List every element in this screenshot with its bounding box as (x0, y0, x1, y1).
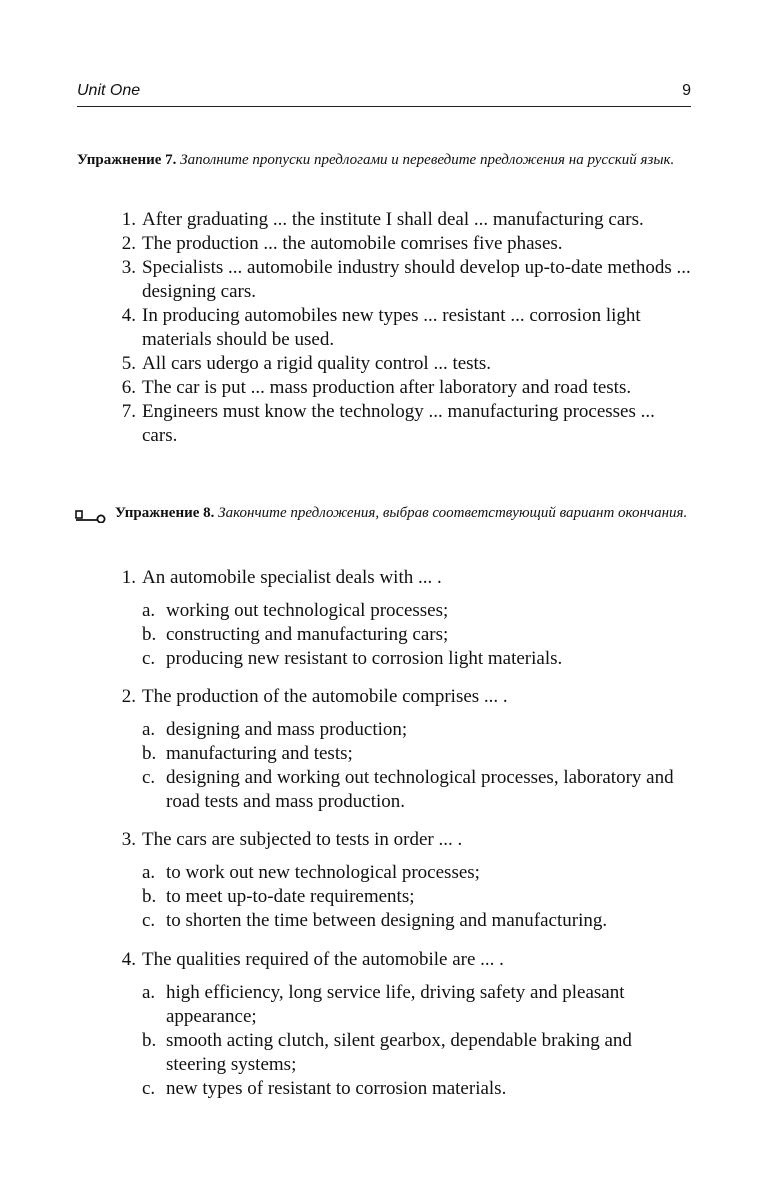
options-list (142, 718, 691, 814)
question-number: 2. (121, 686, 136, 707)
question-text: An automobile specialist deals with ... . (142, 567, 442, 588)
option-letter: c. (142, 767, 156, 788)
option (142, 766, 691, 814)
exercise-8-heading (77, 502, 691, 525)
option-text: producing new resistant to corrosion light materials. (166, 648, 563, 669)
option (142, 623, 691, 647)
option-text: designing and mass production; (166, 719, 408, 740)
item-number: 4. (121, 305, 136, 326)
running-title: Unit One (77, 82, 141, 99)
option (142, 861, 691, 885)
list-item (108, 256, 691, 304)
item-text: In producing automobiles new types ... resistant ... corrosion light materials should be used. (142, 305, 641, 350)
question-number: 4. (121, 949, 136, 970)
option-text: to shorten the time between designing and manufacturing. (166, 910, 608, 931)
list-item (108, 232, 691, 256)
question-3 (108, 828, 691, 933)
page-number: 9 (682, 82, 691, 99)
question-stem (108, 685, 691, 709)
option-letter: a. (142, 982, 156, 1003)
option (142, 909, 691, 933)
question-number: 3. (121, 829, 136, 850)
option (142, 742, 691, 766)
option (142, 981, 691, 1029)
option-text: to meet up-to-date requirements; (166, 886, 415, 907)
question-stem (108, 566, 691, 590)
option (142, 885, 691, 909)
question-1 (108, 566, 691, 671)
exercise-7-heading (77, 149, 691, 172)
list-item (108, 376, 691, 400)
option-letter: c. (142, 648, 156, 669)
question-text: The production of the automobile comprises ... . (142, 686, 508, 707)
list-item (108, 352, 691, 376)
option-letter: b. (142, 886, 157, 907)
question-number: 1. (121, 567, 136, 588)
item-number: 6. (121, 377, 136, 398)
option-letter: b. (142, 743, 157, 764)
option-letter: a. (142, 719, 156, 740)
option-letter: c. (142, 1078, 156, 1099)
list-item (108, 304, 691, 352)
question-2 (108, 685, 691, 814)
item-number: 5. (121, 353, 136, 374)
exercise-8-label: Упражнение 8. (115, 505, 215, 521)
option-letter: c. (142, 910, 156, 931)
option-text: smooth acting clutch, silent gearbox, dependable braking and steering systems; (166, 1030, 632, 1075)
option-text: working out technological processes; (166, 600, 449, 621)
exercise-7-label: Упражнение 7. (77, 152, 177, 168)
item-number: 3. (121, 257, 136, 278)
exercise-7-instruction: Заполните пропуски предлогами и переведите предложения на русский язык. (180, 152, 675, 168)
item-text: After graduating ... the institute I shall deal ... manufacturing cars. (142, 209, 644, 230)
question-stem (108, 948, 691, 972)
exercise-7-list (108, 208, 691, 448)
item-text: The production ... the automobile comrises five phases. (142, 233, 563, 254)
option-text: constructing and manufacturing cars; (166, 624, 449, 645)
item-text: Engineers must know the technology ... manufacturing processes ... cars. (142, 401, 655, 446)
option-text: designing and working out technological processes, laboratory and road tests and mass production. (166, 767, 674, 812)
option (142, 647, 691, 671)
option (142, 599, 691, 623)
option-letter: b. (142, 1030, 157, 1051)
item-text: The car is put ... mass production after laboratory and road tests. (142, 377, 632, 398)
question-stem (108, 828, 691, 852)
question-4 (108, 948, 691, 1101)
option (142, 1029, 691, 1077)
list-item (108, 400, 691, 448)
options-list (142, 861, 691, 933)
item-text: All cars udergo a rigid quality control ... tests. (142, 353, 491, 374)
item-number: 2. (121, 233, 136, 254)
item-text: Specialists ... automobile industry should develop up-to-date methods ... designing cars. (142, 257, 691, 302)
option-text: to work out new technological processes; (166, 862, 480, 883)
option (142, 718, 691, 742)
item-number: 1. (121, 209, 136, 230)
exercise-8-instruction: Закончите предложения, выбрав соответствующий вариант окончания. (218, 505, 688, 521)
question-text: The cars are subjected to tests in order ... . (142, 829, 463, 850)
options-list (142, 981, 691, 1101)
option-letter: a. (142, 862, 156, 883)
question-text: The qualities required of the automobile are ... . (142, 949, 504, 970)
running-head (77, 80, 691, 107)
option-text: manufacturing and tests; (166, 743, 353, 764)
list-item (108, 208, 691, 232)
option (142, 1077, 691, 1101)
options-list (142, 599, 691, 671)
option-letter: a. (142, 600, 156, 621)
option-text: new types of resistant to corrosion materials. (166, 1078, 507, 1099)
option-text: high efficiency, long service life, driving safety and pleasant appearance; (166, 982, 625, 1027)
option-letter: b. (142, 624, 157, 645)
item-number: 7. (121, 401, 136, 422)
